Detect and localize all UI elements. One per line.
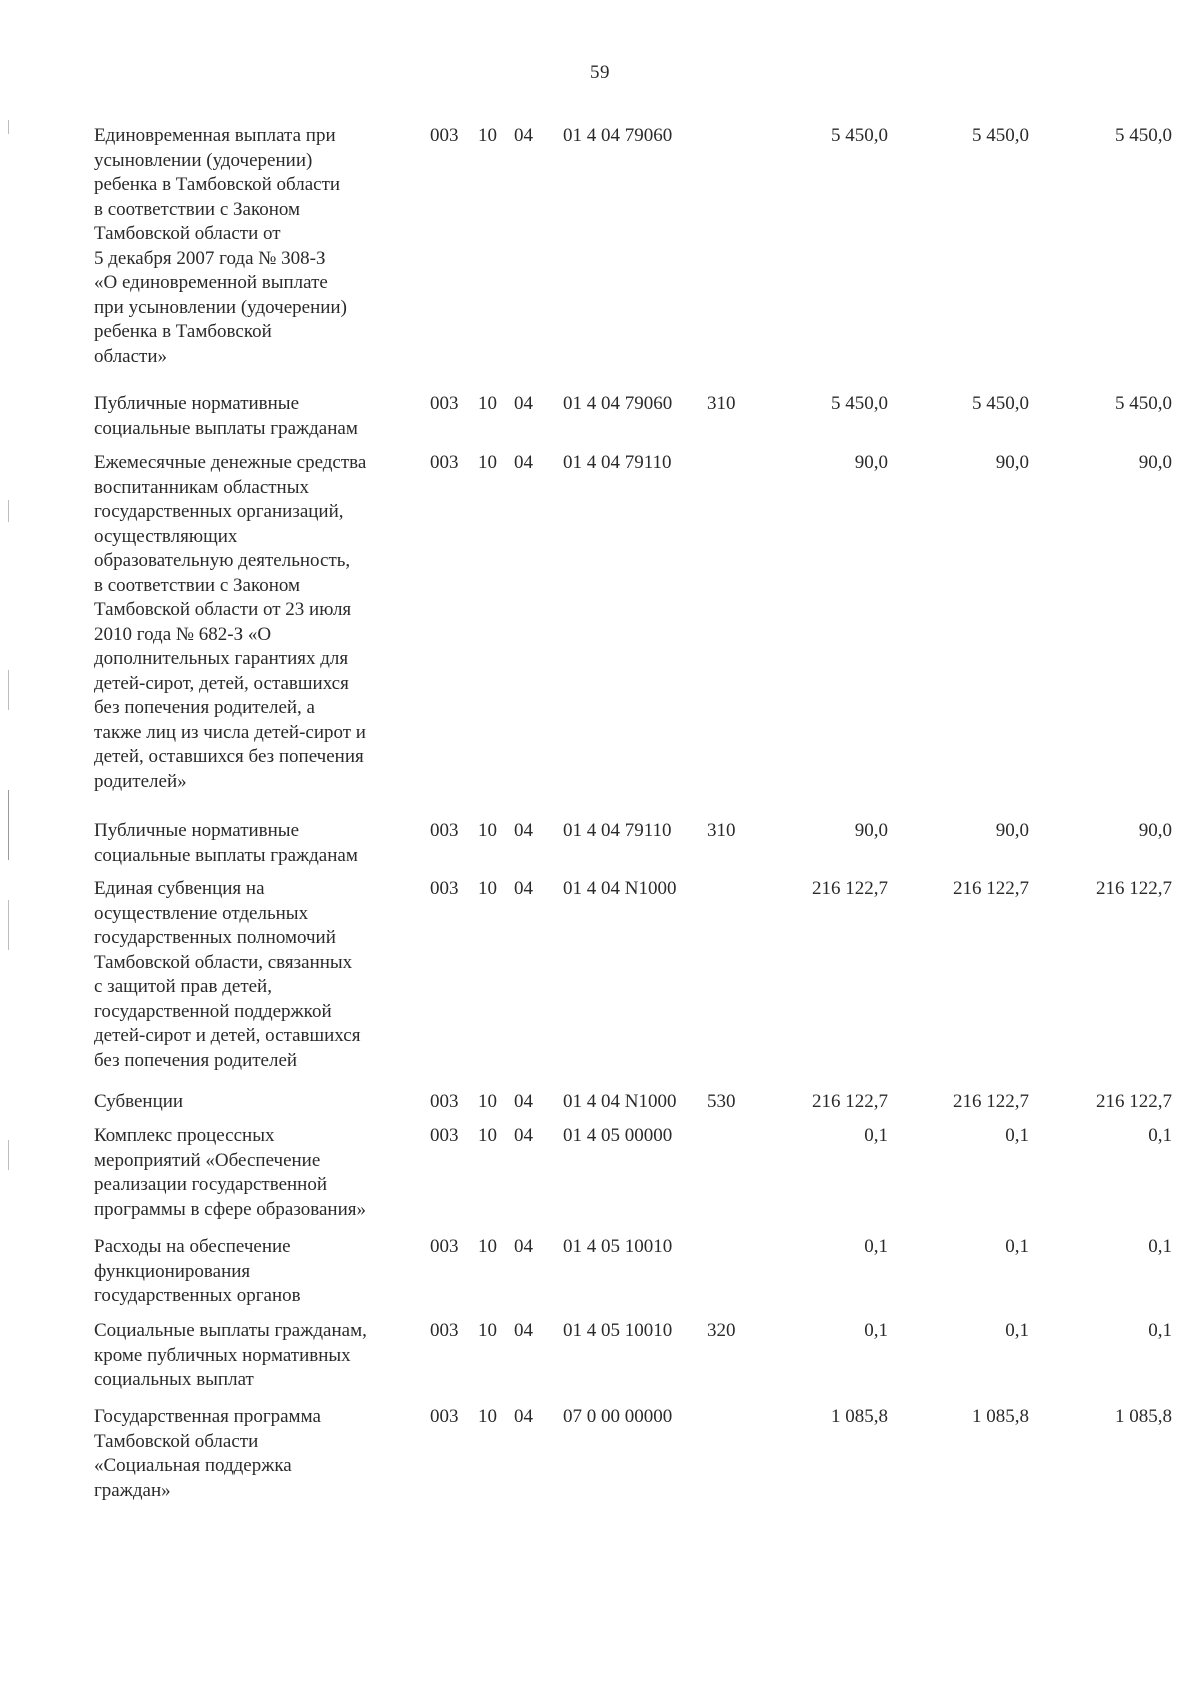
row-target-article: 01 4 05 10010 [563, 1320, 673, 1341]
row-amount-year-2: 216 122,7 [953, 878, 1029, 899]
row-amount-year-2: 5 450,0 [972, 393, 1029, 414]
row-amount-year-2: 0,1 [1005, 1125, 1029, 1146]
row-ministry-code: 003 [430, 1091, 459, 1112]
row-amount-year-1: 0,1 [864, 1320, 888, 1341]
row-expense-type: 310 [707, 393, 736, 414]
row-amount-year-3: 216 122,7 [1096, 1091, 1172, 1112]
row-section-code: 10 [478, 1125, 497, 1146]
row-subsection-code: 04 [514, 1236, 533, 1257]
row-target-article: 01 4 04 N1000 [563, 1091, 677, 1112]
row-amount-year-3: 90,0 [1138, 452, 1172, 473]
row-section-code: 10 [478, 878, 497, 899]
row-amount-year-1: 5 450,0 [831, 393, 888, 414]
row-target-article: 01 4 04 79110 [563, 452, 672, 473]
row-ministry-code: 003 [430, 878, 459, 899]
row-amount-year-1: 90,0 [854, 452, 888, 473]
row-amount-year-1: 216 122,7 [812, 878, 888, 899]
row-description: Субвенции [94, 1091, 184, 1112]
row-section-code: 10 [478, 820, 497, 841]
row-amount-year-3: 216 122,7 [1096, 878, 1172, 899]
row-ministry-code: 003 [430, 452, 459, 473]
row-description: Единая субвенция на осуществление отдельных государственных полномочий Тамбовской области, связанных с защитой прав детей, государственной поддержкой детей-сирот и детей, оставшихся без попечения родителей [94, 878, 361, 1071]
row-amount-year-2: 0,1 [1005, 1320, 1029, 1341]
row-amount-year-3: 5 450,0 [1115, 125, 1172, 146]
row-section-code: 10 [478, 1406, 497, 1427]
row-amount-year-3: 1 085,8 [1115, 1406, 1172, 1427]
row-description: Социальные выплаты гражданам, кроме публичных нормативных социальных выплат [94, 1320, 367, 1390]
row-subsection-code: 04 [514, 820, 533, 841]
row-ministry-code: 003 [430, 1406, 459, 1427]
row-section-code: 10 [478, 1236, 497, 1257]
row-description: Публичные нормативные социальные выплаты гражданам [94, 393, 358, 439]
row-subsection-code: 04 [514, 452, 533, 473]
row-amount-year-3: 90,0 [1138, 820, 1172, 841]
row-section-code: 10 [478, 393, 497, 414]
row-target-article: 07 0 00 00000 [563, 1406, 673, 1427]
row-subsection-code: 04 [514, 1125, 533, 1146]
row-target-article: 01 4 04 79060 [563, 393, 673, 414]
row-expense-type: 320 [707, 1320, 736, 1341]
row-target-article: 01 4 05 00000 [563, 1125, 673, 1146]
row-amount-year-1: 5 450,0 [831, 125, 888, 146]
row-target-article: 01 4 04 N1000 [563, 878, 677, 899]
row-description: Ежемесячные денежные средства воспитанникам областных государственных организаций, осуществляющих образовательную деятельность, в соответствии с Законом Тамбовской области от 23 июля 2010 года № 682-З «О дополнительных гарантиях для детей-сирот, детей, оставшихся без попечения родителей, а также лиц из числа детей-сирот и детей, оставшихся без попечения родителей» [94, 452, 367, 792]
row-subsection-code: 04 [514, 1320, 533, 1341]
row-amount-year-3: 0,1 [1148, 1125, 1172, 1146]
row-ministry-code: 003 [430, 820, 459, 841]
row-ministry-code: 003 [430, 1320, 459, 1341]
row-amount-year-3: 0,1 [1148, 1236, 1172, 1257]
row-subsection-code: 04 [514, 878, 533, 899]
row-subsection-code: 04 [514, 125, 533, 146]
scan-edge-marks [8, 0, 10, 1697]
row-amount-year-1: 1 085,8 [831, 1406, 888, 1427]
row-amount-year-3: 5 450,0 [1115, 393, 1172, 414]
row-description: Единовременная выплата при усыновлении (удочерении) ребенка в Тамбовской области в соответствии с Законом Тамбовской области от 5 декабря 2007 года № 308-З «О единовременной выплате при усыновлении (удочерении) ребенка в Тамбовской области» [94, 125, 347, 367]
page-number: 59 [590, 62, 610, 83]
row-amount-year-1: 0,1 [864, 1125, 888, 1146]
row-section-code: 10 [478, 452, 497, 473]
row-expense-type: 530 [707, 1091, 736, 1112]
row-amount-year-1: 216 122,7 [812, 1091, 888, 1112]
row-expense-type: 310 [707, 820, 736, 841]
row-description: Расходы на обеспечение функционирования государственных органов [94, 1236, 301, 1306]
row-ministry-code: 003 [430, 1236, 459, 1257]
row-amount-year-1: 0,1 [864, 1236, 888, 1257]
row-amount-year-2: 90,0 [995, 452, 1029, 473]
row-section-code: 10 [478, 125, 497, 146]
row-ministry-code: 003 [430, 125, 459, 146]
row-target-article: 01 4 05 10010 [563, 1236, 673, 1257]
row-ministry-code: 003 [430, 393, 459, 414]
row-amount-year-3: 0,1 [1148, 1320, 1172, 1341]
row-description: Публичные нормативные социальные выплаты гражданам [94, 820, 358, 866]
row-amount-year-2: 216 122,7 [953, 1091, 1029, 1112]
row-subsection-code: 04 [514, 1091, 533, 1112]
row-description: Комплекс процессных мероприятий «Обеспечение реализации государственной программы в сфере образования» [94, 1125, 366, 1220]
row-target-article: 01 4 04 79060 [563, 125, 673, 146]
row-target-article: 01 4 04 79110 [563, 820, 672, 841]
row-section-code: 10 [478, 1091, 497, 1112]
row-amount-year-2: 1 085,8 [972, 1406, 1029, 1427]
row-amount-year-2: 5 450,0 [972, 125, 1029, 146]
row-section-code: 10 [478, 1320, 497, 1341]
row-amount-year-2: 0,1 [1005, 1236, 1029, 1257]
row-amount-year-1: 90,0 [854, 820, 888, 841]
row-subsection-code: 04 [514, 393, 533, 414]
row-subsection-code: 04 [514, 1406, 533, 1427]
row-ministry-code: 003 [430, 1125, 459, 1146]
row-description: Государственная программа Тамбовской области «Социальная поддержка граждан» [94, 1406, 321, 1501]
row-amount-year-2: 90,0 [995, 820, 1029, 841]
